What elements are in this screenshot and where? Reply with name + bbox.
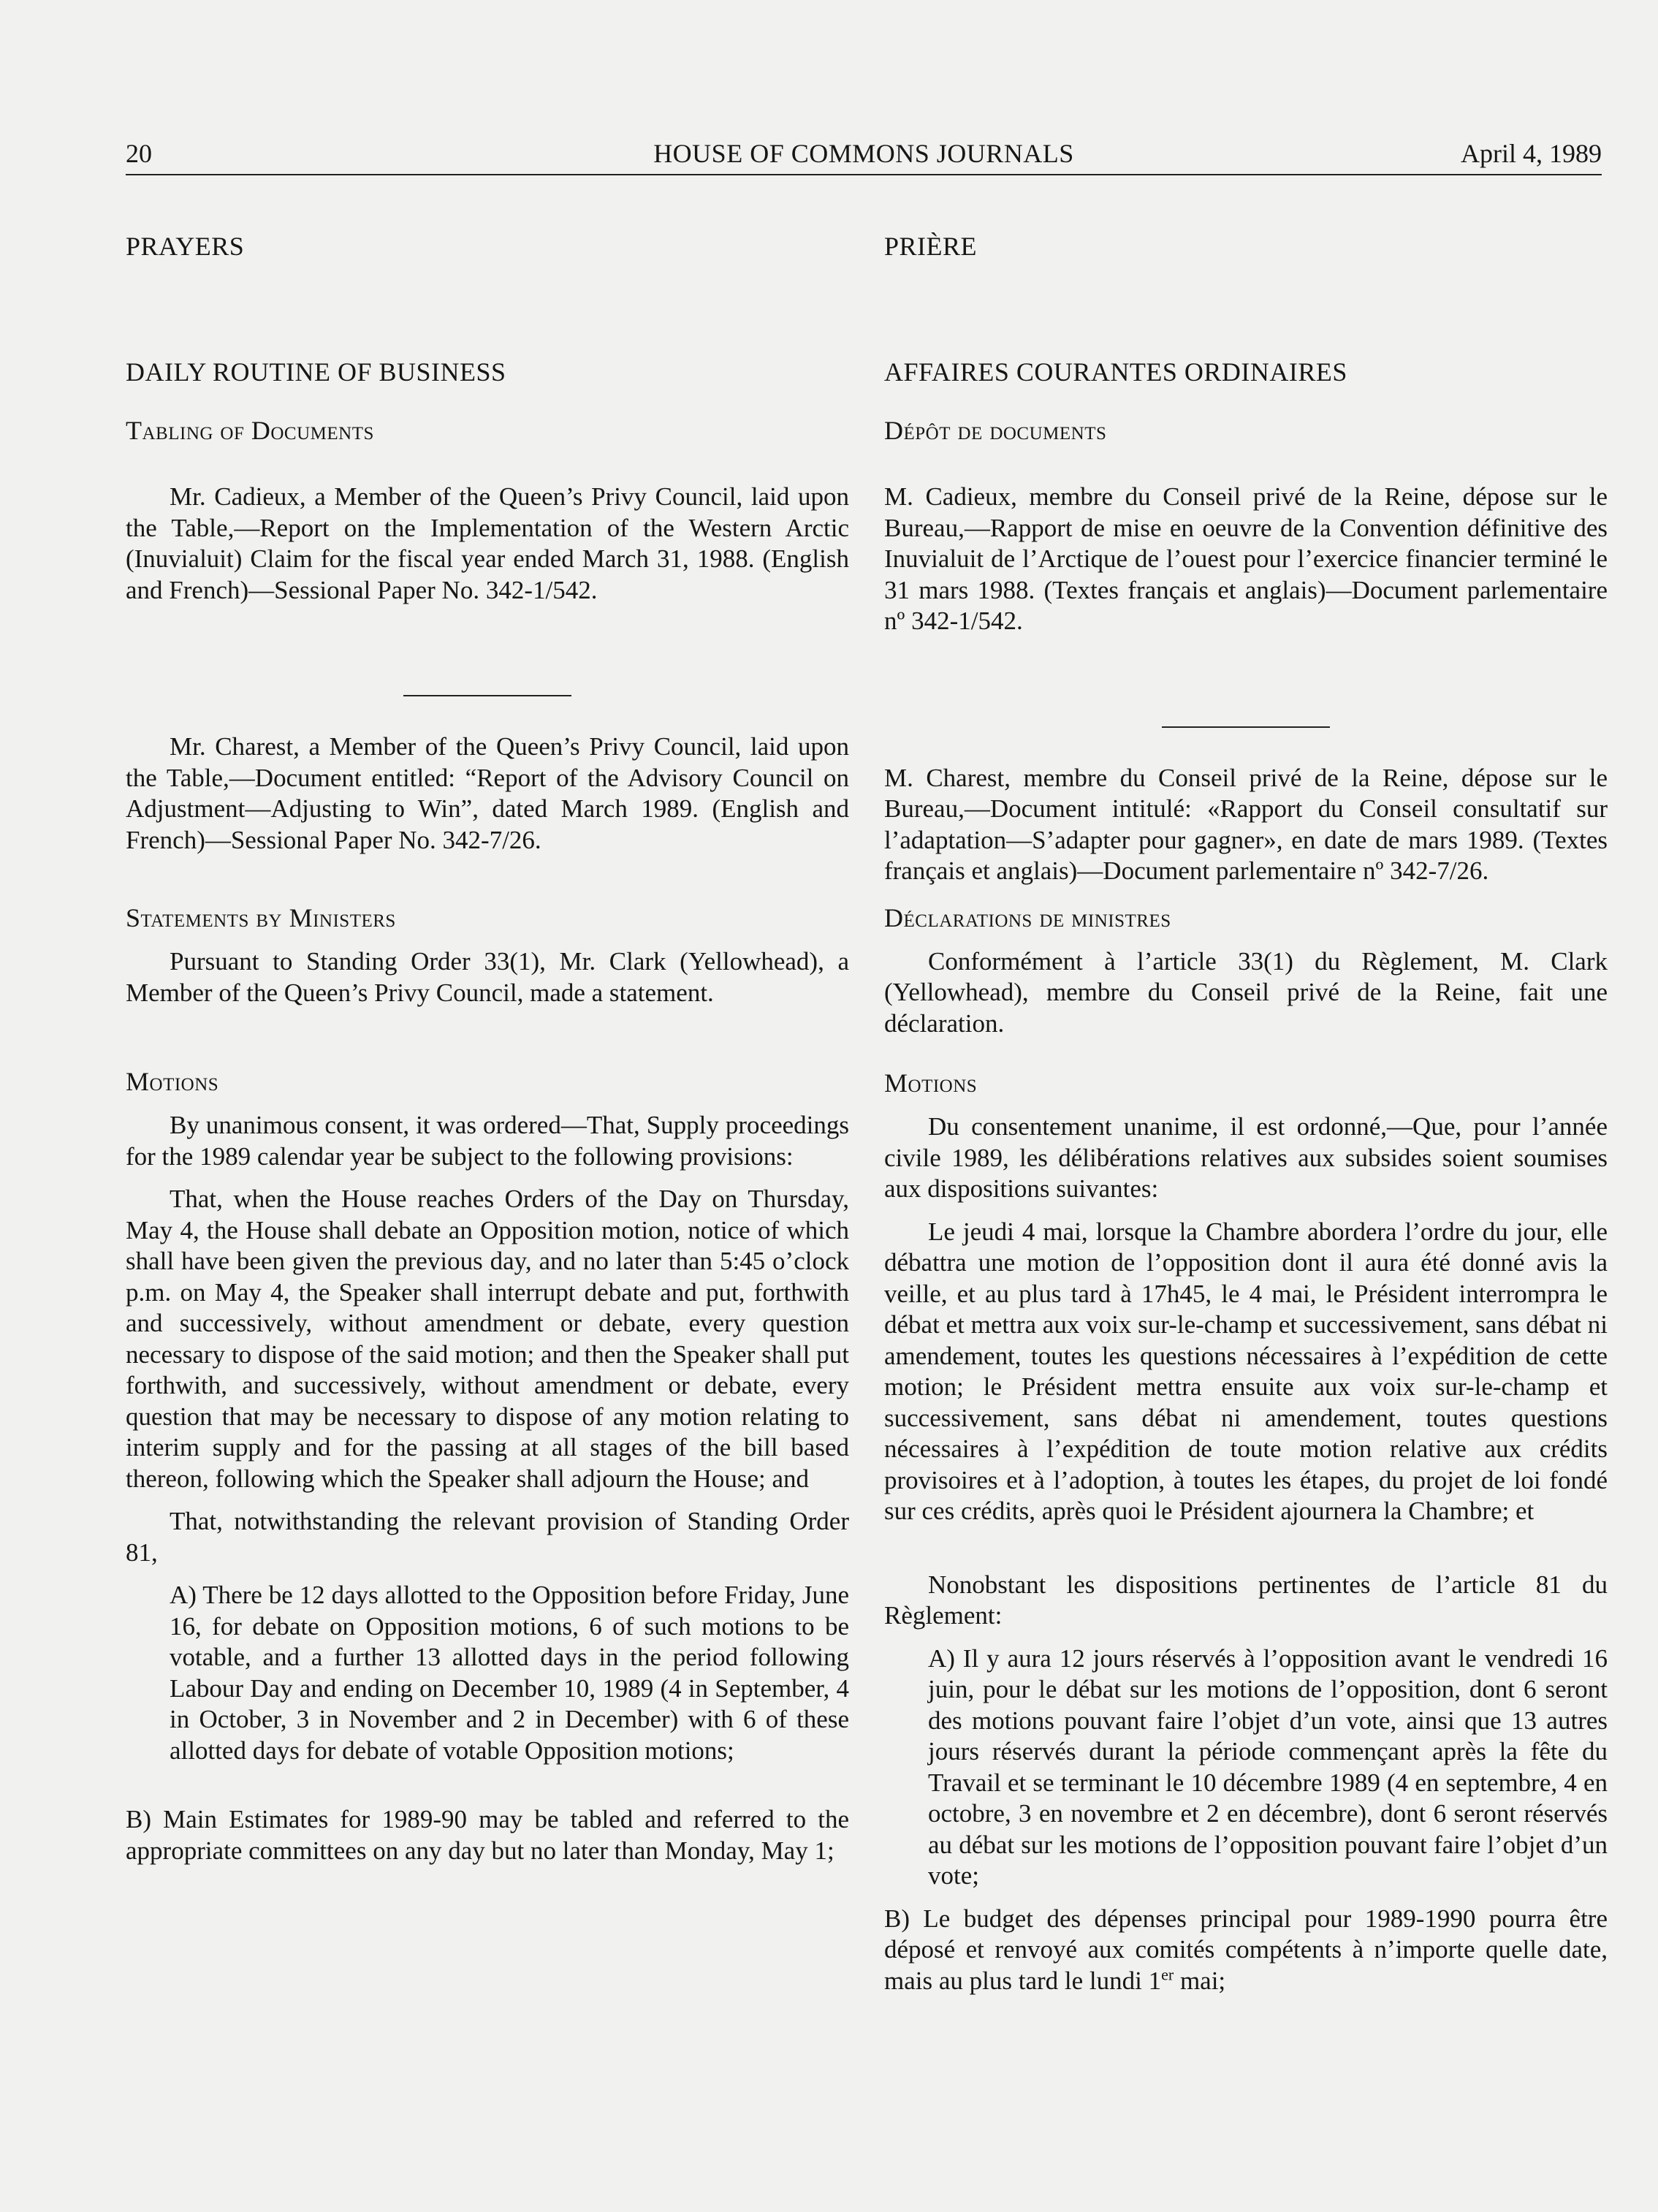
disposition-b [884, 1904, 1608, 1997]
motions-heading-fr: Motions [884, 1068, 978, 1098]
motions-fr-paragraph-1: Du consentement unanime, il est ordonné,—Que, pour l’année civile 1989, les délibérations relatives aux subsides soient soumises aux dispositions suivantes: [884, 1112, 1608, 1203]
provision-a: A) There be 12 days allotted to the Opposition before Friday, June 16, for debate on Opposition motions, 6 of such motions to be votable, and a further 13 allotted days in the period following Labour Day and ending on December 10, 1989 (4 in September, 4 in October, 3 in November and 2 in December) with 6 of these allotted days for debate of votable Opposition motions; [170, 1581, 849, 1765]
affaires-courantes-heading: AFFAIRES COURANTES ORDINAIRES [884, 357, 1347, 387]
statements-paragraph: Pursuant to Standing Order 33(1), Mr. Clark (Yellowhead), a Member of the Queen’s Privy Council, made a statement. [126, 947, 849, 1007]
motions-paragraph-3: That, notwithstanding the relevant provision of Standing Order 81, [126, 1507, 849, 1567]
motions-heading: Motions [126, 1067, 219, 1096]
tabling-paragraph-2: Mr. Charest, a Member of the Queen’s Privy Council, laid upon the Table,—Document entitled: “Report of the Advisory Council on Adjustment—Adjusting to Win”, dated March 1989. (English and French)—Sessional Paper No. 342-7/26. [126, 732, 849, 854]
tabling-heading: Tabling of Documents [126, 416, 374, 445]
tabling-paragraph-1: Mr. Cadieux, a Member of the Queen’s Privy Council, laid upon the Table,—Report on the Implementation of the Western Arctic (Inuvialuit) Claim for the fiscal year ended March 31, 1988. (English and French)—Sessional Paper No. 342-1/542. [126, 482, 849, 604]
provision-b: B) Main Estimates for 1989-90 may be tabled and referred to the appropriate committees on any day but no later than Monday, May 1; [126, 1805, 849, 1865]
motions-fr-paragraph-2: Le jeudi 4 mai, lorsque la Chambre abordera l’ordre du jour, elle débattra une motion de l’opposition dont il aura été donné avis la veille, et au plus tard à 17h45, le 4 mai, le Président interrompra le débat et mettra aux voix sur-le-champ et successivement, sans débat ni amendement, toutes les questions nécessaires à l’expédition de cette motion; le Président mettra ensuite aux voix sur-le-champ et successivement, sans débat ni amendement, toutes questions nécessaires à l’expédition de toute motion relative aux crédits provisoires et à l’adoption, à toutes les étapes, du projet de loi fondé sur ces crédits, après quoi le Président ajournera la Chambre; et [884, 1217, 1608, 1525]
page-header [126, 137, 1602, 175]
page-number: 20 [126, 139, 152, 168]
daily-routine-heading: DAILY ROUTINE OF BUSINESS [126, 357, 506, 387]
french-column [884, 230, 1608, 1996]
motions-fr-paragraph-3: Nonobstant les dispositions pertinentes de l’article 81 du Règlement: [884, 1570, 1608, 1630]
depot-paragraph-2: M. Charest, membre du Conseil privé de la Reine, dépose sur le Bureau,—Document intitulé: «Rapport du Conseil consultatif sur l’adaptation—S’adapter pour gagner», en date de mars 1989. (Textes français et anglais)—Document parlementaire nº 342-7/26. [884, 763, 1608, 885]
priere-heading: PRIÈRE [884, 232, 978, 261]
disposition-b-end: mai; [1174, 1966, 1226, 1995]
motions-paragraph-2: That, when the House reaches Orders of the Day on Thursday, May 4, the House shall debate an Opposition motion, notice of which shall have been given the previous day, and no later than 5:45 o’clock p.m. on May 4, the Speaker shall interrupt debate and put, forthwith and successively, without amendment or debate, every question necessary to dispose of the said motion; and then the Speaker shall put forthwith, and successively, without amendment or debate, every question that may be necessary to dispose of any motion relating to interim supply and for the passing at all stages of the bill based thereon, following which the Speaker shall adjourn the House; and [126, 1185, 849, 1493]
motions-paragraph-1: By unanimous consent, it was ordered—That, Supply proceedings for the 1989 calendar year be subject to the following provisions: [126, 1111, 849, 1171]
declarations-heading: Déclarations de ministres [884, 902, 1171, 932]
prayers-heading: PRAYERS [126, 232, 245, 261]
disposition-b-ordinal: er [1161, 1964, 1174, 1983]
journal-title: HOUSE OF COMMONS JOURNALS [653, 139, 1074, 168]
statements-heading: Statements by Ministers [126, 903, 396, 932]
depot-heading: Dépôt de documents [884, 416, 1107, 445]
journal-date: April 4, 1989 [1461, 139, 1602, 168]
english-column [126, 230, 849, 1866]
disposition-a: A) Il y aura 12 jours réservés à l’opposition avant le vendredi 16 juin, pour le débat sur les motions de l’opposition, dont 6 seront des motions pouvant faire l’objet d’un vote, ainsi que 13 autres jours réservés durant la période commençant après la fête du Travail et se terminant le 10 décembre 1989 (4 en septembre, 4 en octobre, 3 en novembre et 2 en décembre), dont 6 seront réservés au débat sur les motions de l’opposition pouvant faire l’objet d’un vote; [928, 1643, 1608, 1890]
depot-paragraph-1: M. Cadieux, membre du Conseil privé de la Reine, dépose sur le Bureau,—Rapport de mise en oeuvre de la Convention définitive des Inuvialuit de l’Arctique de l’ouest pour l’exercice financier terminé le 31 mars 1988. (Textes français et anglais)—Document parlementaire nº 342-1/542. [884, 482, 1608, 635]
declarations-paragraph: Conformément à l’article 33(1) du Règlement, M. Clark (Yellowhead), membre du Conseil privé de la Reine, fait une déclaration. [884, 946, 1608, 1038]
disposition-b-text: B) Le budget des dépenses principal pour 1989-1990 pourra être déposé et renvoyé aux comités compétents à n’importe quelle date, mais au plus tard le lundi 1 [884, 1904, 1608, 1995]
